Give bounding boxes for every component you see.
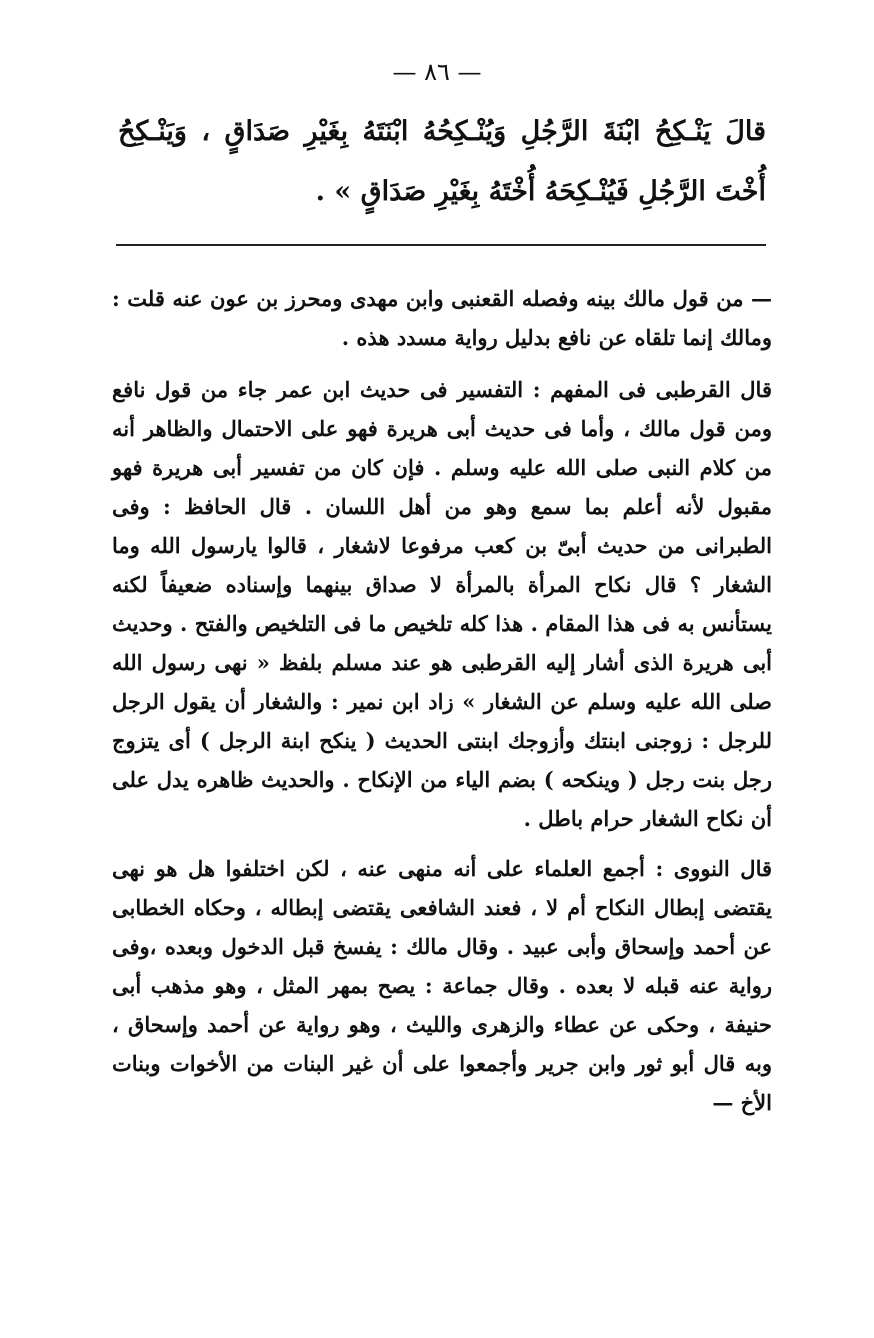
footnote-paragraph-1: — من قول مالك بينه وفصله القعنبى وابن مهدى ومحرز بن عون عنه قلت : ومالك إنما تلقاه عن نافع بدليل رواية مسدد هذه . bbox=[112, 286, 772, 350]
page-number: — ٨٦ — bbox=[392, 58, 482, 86]
footnotes bbox=[112, 279, 772, 1122]
main-text: قالَ يَنْـكِحُ ابْنَةَ الرَّجُلِ وَيُنْـكِحُهُ ابْنَتَهُ بِغَيْرِ صَدَاقٍ ، وَيَنْـكِحُ أُخْتَ الرَّجُلِ فَيُنْـكِحَهُ أُخْتَهُ بِغَيْرِ صَدَاقٍ » . bbox=[118, 116, 766, 207]
footnote-paragraph-3: قال النووى : أجمع العلماء على أنه منهى عنه ، لكن اختلفوا هل هو نهى يقتضى إبطال النكاح أم لا ، فعند الشافعى يقتضى إبطاله ، وحكاه الخطابى عن أحمد وإسحاق وأبى عبيد . وقال مالك : يفسخ قبل الدخول وبعده ،وفى رواية عنه قبله لا بعده . وقال جماعة : يصح بمهر المثل ، وهو مذهب أبى حنيفة ، وحكى عن عطاء والزهرى والليث ، وهو رواية عن أحمد وإسحاق ، وبه قال أبو ثور وابن جرير وأجمعوا على أن غير البنات من الأخوات وبنات الأخ — bbox=[112, 856, 772, 1115]
footnote-divider bbox=[116, 244, 766, 246]
footnote-paragraph-2: قال القرطبى فى المفهم : التفسير فى حديث ابن عمر جاء من قول نافع ومن قول مالك ، وأما فى حديث أبى هريرة فهو على الاحتمال والظاهر أنه من كلام النبى صلى الله عليه وسلم . فإن كان من تفسير أبى هريرة فهو مقبول لأنه أعلم بما سمع وهو من أهل اللسان . قال الحافظ : وفى الطبرانى من حديث أبىّ بن كعب مرفوعا لاشغار ، قالوا يارسول الله وما الشغار ؟ قال نكاح المرأة بالمرأة لا صداق بينهما وإسناده ضعيفاً لكنه يستأنس به فى هذا المقام . هذا كله تلخيص ما فى التلخيص والفتح . وحديث أبى هريرة الذى أشار إليه القرطبى هو عند مسلم بلفظ « نهى رسول الله صلى الله عليه وسلم عن الشغار » زاد ابن نمير : والشغار أن يقول الرجل للرجل : زوجنى ابنتك وأزوجك ابنتى الحديث ( ينكح ابنة الرجل ) أى يتزوج رجل بنت رجل ( وينكحه ) بضم الياء من الإنكاح . والحديث ظاهره يدل على أن نكاح الشغار حرام باطل . bbox=[112, 377, 772, 831]
